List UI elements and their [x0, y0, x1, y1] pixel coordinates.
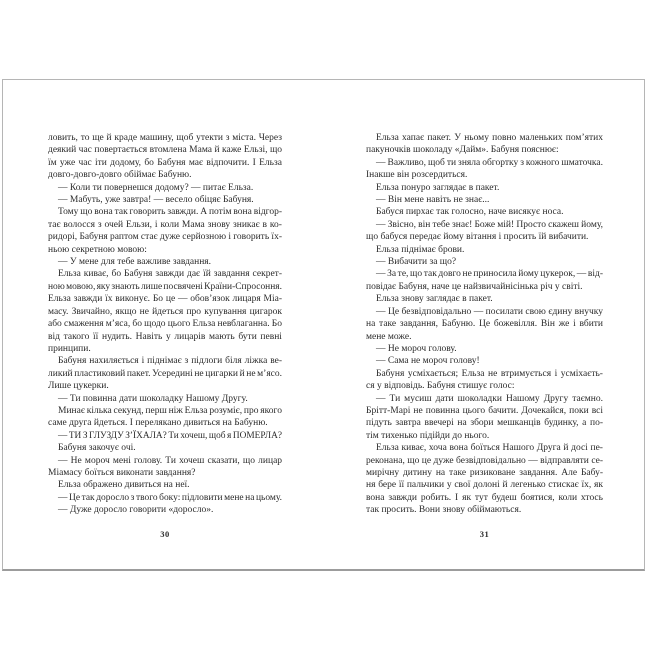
- text-line: на таке завдання, Бабуню. Це божевілля. Він же і вбити: [366, 319, 604, 330]
- text-line: принципи.: [48, 343, 91, 354]
- text-line: так просить. Вони знову обіймаються.: [366, 505, 522, 516]
- text-line: — За те, що так довго не приносила йому цукерок, — від-: [376, 269, 604, 280]
- page-number: 30: [160, 529, 170, 539]
- text-line: Ельза понуро заглядає в пакет.: [376, 182, 500, 193]
- text-line: Міамасу боїться виконати завдання?: [48, 467, 196, 478]
- text-line: Бабуся пирхає так голосно, наче висякує носа.: [376, 207, 564, 218]
- text-line: — Не мороч мені голову. Ти хочеш сказати, що лицар: [58, 455, 283, 466]
- text-line: — Не мороч голову.: [376, 343, 457, 354]
- text-line: мирічну дитину на таке ризиковане завдання. Але Бабу-: [366, 467, 604, 478]
- text-line: деякий час повертається втомлена Мама й каже Ельзі, що: [48, 145, 283, 156]
- text-line: — Коли ти повернешся додому? — питає Ельза.: [58, 182, 254, 193]
- text-line: — ТИ З ГЛУЗДУ З’ЇХАЛА? Ти хочеш, щоб я ПОМЕРЛА?: [58, 430, 282, 441]
- book-page-left: [3, 80, 323, 569]
- text-line: пакуночків шоколаду «Дайм». Бабуня пояснює:: [366, 145, 559, 156]
- text-line: — У мене для тебе важливе завдання.: [58, 257, 212, 268]
- text-line: Ельза киває, хоча вона боїться Нашого Друга й досі пе-: [376, 443, 603, 454]
- text-line: ньою секретною мовою:: [48, 244, 147, 255]
- text-line: Лише цукерки.: [48, 381, 109, 392]
- book-spread: [2, 79, 645, 571]
- text-line: від такого її нудить. Навіть у лицарів мають бути певні: [48, 331, 282, 342]
- text-line: масу. Звичайно, якщо не йдеться про купування цигарок: [48, 306, 282, 317]
- text-line: ловить, то ще й краде машину, щоб утекти з міста. Через: [48, 133, 282, 143]
- text-line: довго-довго-довго обіймає Бабуню.: [48, 170, 192, 181]
- text-line: ся у відповідь. Бабуня стишує голос:: [366, 381, 515, 392]
- text-line: Бабуня нахиляється і піднімає з підлоги біля ліжка ве-: [58, 356, 283, 367]
- text-line: — Звісно, він тебе знає! Боже мій! Просто скажеш йому,: [376, 219, 604, 230]
- page-text-column: [48, 132, 282, 517]
- text-line: — Це безвідповідально — посилати свою єдину внучку: [376, 306, 603, 317]
- text-line: — Це так доросло з твого боку: підловити мене на цьому.: [58, 492, 282, 503]
- text-line: — Важливо, щоб ти зняла обгортку з кожного шматочка.: [376, 157, 603, 168]
- text-line: Ельза завжди їх виконує. Бо це — обов’язок лицаря Міа-: [48, 294, 283, 305]
- text-line: Інакше він розсердиться.: [366, 170, 468, 181]
- page-number: 31: [479, 529, 490, 539]
- text-line: Ельза піднімає брови.: [376, 244, 465, 255]
- text-line: ридорі, Бабуня раптом стає дуже серйозною і говорить їх-: [48, 232, 282, 243]
- text-line: — Вибачити за що?: [376, 257, 457, 268]
- page-text-column: [366, 132, 603, 517]
- text-line: або смаження м’яса, бо щодо цього Ельза невблаганна. Бо: [48, 319, 282, 330]
- text-line: ною мовою, яку знають лише посвячені Країни-Спросоння.: [48, 281, 282, 292]
- book-page-right: [323, 80, 644, 569]
- text-line: вона завжди робить. І як тут будеш боятися, коли хтось: [366, 492, 603, 503]
- text-line: що бабуся передає йому вітання і просить їй вибачити.: [366, 232, 589, 243]
- text-line: — Ти мусиш дати шоколадки Нашому Другу таємно.: [376, 393, 603, 404]
- text-line: — Він мене навіть не знає...: [376, 195, 490, 206]
- text-line: — Дуже доросло говорити «доросло».: [58, 505, 214, 516]
- text-line: Тому що вона так говорить завжди. А потім вона відгор-: [58, 207, 282, 218]
- text-line: — Мабуть, уже завтра! — весело обіцяє Бабуня.: [58, 195, 254, 206]
- text-line: Ельза ображено дивиться на неї.: [58, 480, 190, 491]
- text-line: мене може.: [366, 331, 412, 342]
- text-line: ня бере її пальчики у свої долоні й легенько стискає їх, як: [366, 480, 603, 491]
- text-line: Брітт-Марі не повинна цього бачити. Дочекайся, поки всі: [366, 405, 604, 416]
- text-line: їм уже час іти додому, бо Бабуня має відпочити. І Ельза: [48, 157, 282, 168]
- text-line: повідає Бабуня, наче це найзвичайнісінька річ у світі.: [366, 281, 583, 292]
- text-line: Ельза киває, бо Бабуня завжди дає їй завдання секрет-: [58, 269, 282, 280]
- text-line: Минає кілька секунд, перш ніж Ельза розуміє, про якого: [58, 405, 282, 416]
- text-line: саме друга йдеться. І перелякано дивиться на Бабуню.: [48, 418, 268, 429]
- text-line: реконана, що це дуже безвідповідально — відправляти се-: [366, 455, 604, 466]
- text-line: ликий пластиковий пакет. Усередині не цигарки й не м’ясо.: [48, 368, 283, 379]
- text-line: тім тихенько підійди до нього.: [366, 430, 490, 441]
- text-line: Бабуня усміхається; Ельза не втримується і усміхаєть-: [376, 368, 603, 379]
- text-line: — Сама не мороч голову!: [376, 356, 480, 367]
- text-line: Ельза хапає пакет. У ньому повно маленьких пом’ятих: [376, 133, 603, 143]
- text-line: тає волосся з очей Ельзи, і коли Мама знову зникає в ко-: [48, 219, 282, 230]
- text-line: Бабуня закочує очі.: [58, 443, 136, 454]
- text-line: — Ти повинна дати шоколадку Нашому Другу.: [58, 393, 248, 404]
- text-line: Ельза знову заглядає в пакет.: [376, 294, 493, 305]
- text-line: підуть завтра ввечері на збори мешканців будинку, а по-: [366, 418, 604, 429]
